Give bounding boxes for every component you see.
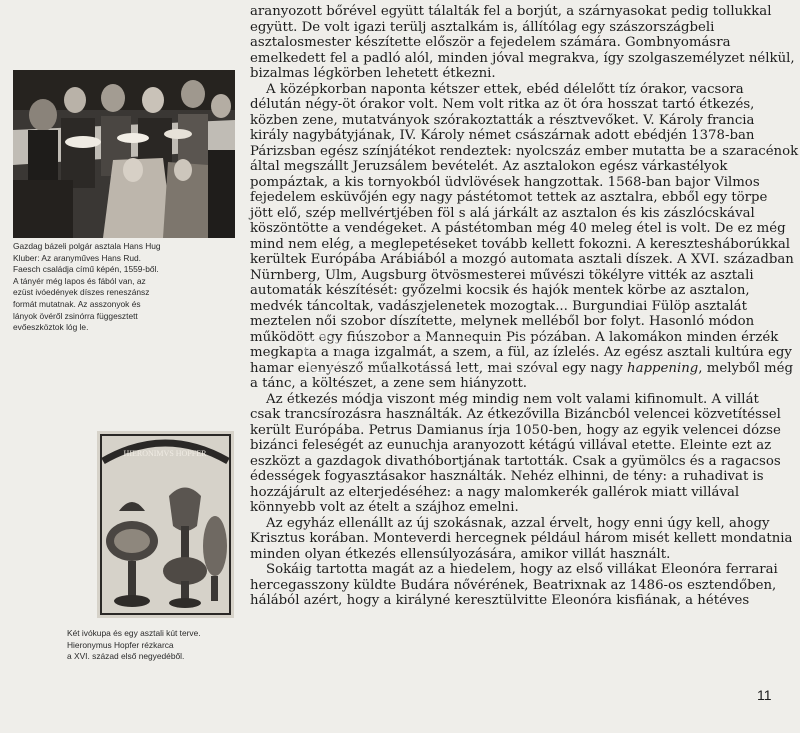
body-text <box>250 4 799 609</box>
text-line: hozzájárult az elterjedéséhez: a nagy malomkerék gallérok miatt villával <box>250 484 740 500</box>
text-line: Nürnberg, Ulm, Augsburg ötvösmesterei művészi tökélyre vitték az asztali <box>250 267 754 283</box>
paragraph <box>250 392 782 516</box>
feast-caption-line: Kluber: Az aranyműves Hans Rud. <box>13 252 142 263</box>
paragraph <box>250 81 799 392</box>
text-line: a tánc, a költészet, a zene sem hiányzott. <box>250 376 528 391</box>
text-line: működött egy fiúszobor a Mannequin Pis pózában. A lakomákon minden érzék <box>250 329 779 345</box>
text-line: Az étkezés módja viszont még mindig nem volt valami kifinomult. A villát <box>266 391 759 407</box>
text-line: könnyebb volt az ételt a szájhoz emelni. <box>250 500 519 515</box>
text-line: eszközt a gazdagok divathóbortjának tartották. Csak a gyümölcs és a ragacsos <box>250 453 781 469</box>
page-number: 11 <box>757 687 772 703</box>
feast-caption-line: ezüst ivóedények díszes reneszánsz <box>13 287 150 298</box>
cups-engraving-image <box>97 431 234 618</box>
text-line: A középkorban naponta kétszer ettek, ebéd délelőtt tíz órakor, vacsora <box>266 81 744 97</box>
text-line: együtt. De volt igazi terülj asztalkám is, állítólag egy szászországbeli <box>250 19 715 35</box>
text-line: Párizsban egész színjátékot rendeztek: nyolcszáz ember mutatta be a szaracénok <box>250 143 799 159</box>
engraving-label: HIERONIMVS HOPFER <box>123 449 207 458</box>
feast-painting-image <box>13 70 235 238</box>
feast-painting-illustration <box>13 70 235 238</box>
feast-caption-line: Gazdag bázeli polgár asztala Hans Hug <box>13 241 161 251</box>
text-line: hálából azért, hogy a királyné keresztülvitte Eleonóra kisfiának, a hétéves <box>250 593 750 608</box>
paragraph <box>250 562 782 609</box>
paragraph <box>250 515 793 563</box>
cups-caption-line: Két ivókupa és egy asztali kút terve. <box>67 628 201 638</box>
text-line: délután négy-öt órakor volt. Nem volt ritka az öt óra hosszat tartó étkezés, <box>250 97 755 112</box>
text-line: került Európába. Petrus Damianus írja 1050-ben, hogy az egyik velencei dózse <box>250 422 781 438</box>
text-line: Sokáig tartotta magát az a hiedelem, hogy az első villákat Eleonóra ferrarai <box>266 562 778 577</box>
feast-caption-line: lányok övéről zsinórra függesztett <box>13 310 138 321</box>
cups-caption-line: a XVI. század első negyedéből. <box>67 651 185 662</box>
text-line: pompáztak, a kis tornyokból üdvlövések hangzottak. 1568-ban bajor Vilmos <box>250 174 760 190</box>
text-line: Krisztus korában. Monteverdi hercegnek például három misét kellett mondatnia <box>250 531 793 546</box>
text-line: király nagybátyjának, IV. Károly német császárnak adott ebédjén 1378-ban <box>250 128 755 143</box>
text-line: közben zene, mutatványok szórakoztatták a résztvevőket. V. Károly francia <box>250 112 755 128</box>
text-line: jött elő, szép mellvértjében föl s alá járkált az asztalon és kis zászlócskával <box>250 205 755 221</box>
paragraph <box>250 4 795 82</box>
text-line: Az egyház ellenállt az új szokásnak, azzal érvelt, hogy enni úgy kell, ahogy <box>266 515 770 531</box>
text-line: asztalosmester készítette először a fejedelem számára. Gombnyomásra <box>250 35 731 50</box>
text-line: bizánci feleségét az eunuchja aranyozott kétágú villával etette. Eleinte ezt az <box>250 438 772 453</box>
feast-figure-caption <box>13 241 239 334</box>
text-line: által megszállt Jeruzsálem bevételét. Az asztalokon egész várkastélyok <box>250 159 728 174</box>
text-line: automaták készítését: győzelmi kocsik és hajók mentek körbe az asztalon, <box>250 283 750 298</box>
cups-engraving-illustration <box>97 431 234 618</box>
text-line: fejedelem esküvőjén egy nagy pástétomot tettek az asztalra, ebből egy törpe <box>250 190 768 205</box>
text-line: mind nem elég, a meglepetéseket tovább kellett fokozni. A keresztesháborúkkal <box>250 236 791 252</box>
text-line: minden olyan étkezés ellensúlyozására, amikor villát használt. <box>250 546 671 562</box>
feast-caption-line: Faesch családja című képén, 1559-ből. <box>13 264 159 275</box>
text-line: emelkedett fel a padló alól, minden jóval megrakva, így szolgaszemélyzet nélkül, <box>250 50 795 66</box>
text-line: köszöntötte a vendégeket. A pástétomban még 40 meleg étel is volt. De ez még <box>250 221 786 236</box>
text-line: édességek fogyasztásakor használták. Nehéz elhinni, de tény: a ruhadivat is <box>250 469 764 484</box>
feast-caption-line: evőeszköztok lóg le. <box>13 322 89 333</box>
cups-figure-caption <box>67 628 242 663</box>
cups-caption-line: Hieronymus Hopfer rézkarca <box>67 639 174 650</box>
text-line: kerültek Európába Arábiából a mozgó automata asztali díszek. A XVI. században <box>250 252 794 267</box>
text-line: hercegasszony küldte Budára nővérének, Beatrixnak az 1486-os esztendőben, <box>250 577 777 593</box>
feast-caption-line: formát mutatnak. Az asszonyok és <box>13 298 141 309</box>
text-line: bizalmas légkörben lehetett étkezni. <box>250 66 496 81</box>
feast-caption-line: A tányér még lapos és fából van, az <box>13 275 146 286</box>
text-line: megkapta a maga izgalmát, a szem, a fül, az ízlelés. Az egész asztali kultúra egy <box>250 345 792 360</box>
text-line: medvék táncoltak, vadászjelenetek mozogtak... Burgundiai Fülöp asztalát <box>250 298 747 314</box>
text-line: csak trancsírozásra használták. Az étkezővilla Bizáncból velencei közvetítéssel <box>250 407 781 422</box>
text-line: aranyozott bőrével együtt tálalták fel a borjút, a szárnyasokat pedig tollukkal <box>250 4 772 19</box>
text-line: meztelen női szobor díszítette, melynek melléből bor folyt. Hasonló módon <box>250 314 755 329</box>
text-line: hamar elenyésző műalkotássá lett, mai szóval egy nagy happening, melyből még <box>250 360 793 376</box>
